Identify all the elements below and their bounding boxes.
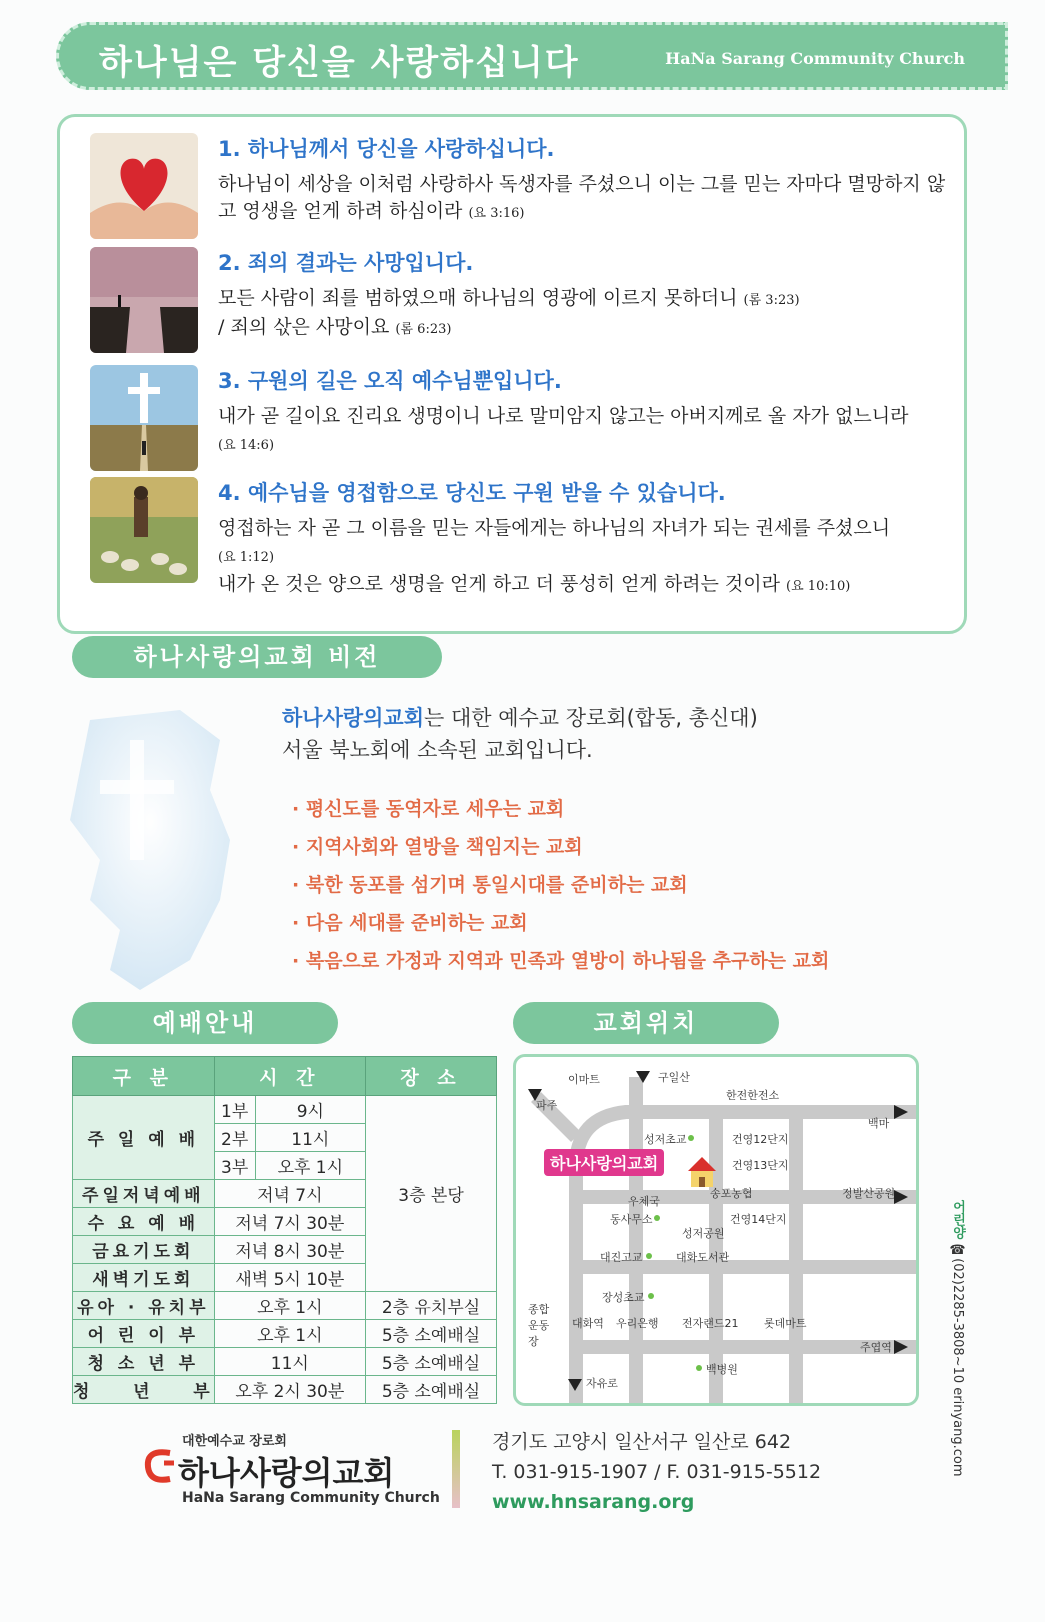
church-name: 하나사랑의교회 [178, 1454, 395, 1492]
table-cell: 유아 · 유치부 [73, 1292, 215, 1320]
list-item: · 다음 세대를 준비하는 교회 [292, 904, 829, 942]
map-label: 이마트 [568, 1073, 600, 1086]
table-cell: 주일저녁예배 [73, 1180, 215, 1208]
church-name-english: HaNa Sarang Community Church [182, 1490, 440, 1506]
map-label: 송포농협 [710, 1187, 753, 1200]
cliff-gap-image [90, 247, 198, 353]
verse-text: 내가 온 것은 양으로 생명을 얻게 하고 더 풍성히 얻게 하려는 것이라 [218, 573, 780, 595]
landmark-dot [688, 1135, 694, 1141]
worship-schedule-table [72, 1056, 497, 1404]
list-item: · 복음으로 가정과 지역과 민족과 열방이 하나됨을 추구하는 교회 [292, 942, 829, 980]
verse-ref: (요 1:12) [218, 550, 275, 565]
table-cell: 오후 1시 [214, 1320, 365, 1348]
map-label: 백병원 [706, 1363, 738, 1376]
vision-list [292, 790, 829, 980]
map-label: 롯데마트 [764, 1317, 807, 1330]
table-cell: 새벽 5시 10분 [214, 1264, 365, 1292]
map-label: 동사무소 [610, 1213, 653, 1226]
map-label: 건영12단지 [732, 1133, 789, 1146]
map-label: 성저공원 [682, 1227, 725, 1240]
table-cell: 청 소 년 부 [73, 1348, 215, 1376]
header-banner [56, 22, 1008, 90]
verse-ref: (요 10:10) [786, 579, 851, 594]
table-row [73, 1348, 497, 1376]
gospel-section [57, 114, 967, 634]
list-item: · 평신도를 동역자로 세우는 교회 [292, 790, 829, 828]
verse-ref: (요 3:16) [468, 206, 525, 221]
shepherd-sheep-image [90, 477, 198, 583]
landmark-dot [646, 1253, 652, 1259]
map-label: 한전한전소 [726, 1089, 780, 1102]
vision-lead-text: 서울 북노회에 소속된 교회입니다. [282, 738, 593, 762]
table-header [73, 1057, 497, 1096]
vision-lead-text: 는 대한 예수교 장로회(합동, 총신대) [424, 706, 758, 730]
cross-path-image [90, 365, 198, 471]
table-cell: 11시 [255, 1124, 365, 1152]
gospel-item-3 [90, 365, 940, 477]
gospel-heading: 1. 하나님께서 당신을 사랑하십니다. [218, 137, 555, 161]
map-label: 건영14단지 [730, 1213, 787, 1226]
map-label: 종합운동장 [528, 1303, 550, 1348]
contact-info [492, 1427, 821, 1517]
list-item: · 지역사회와 열방을 책임지는 교회 [292, 828, 829, 866]
website-link[interactable]: www.hnsarang.org [492, 1491, 695, 1513]
table-cell: 주 일 예 배 [73, 1096, 215, 1180]
table-cell: 3부 [214, 1152, 255, 1180]
map-label: 장성초교 [602, 1291, 645, 1304]
header-category: 구 분 [73, 1057, 215, 1096]
table-row [73, 1376, 497, 1404]
table-cell: 11시 [214, 1348, 365, 1376]
gospel-heading: 2. 죄의 결과는 사망입니다. [218, 251, 474, 275]
verse-ref: (롬 6:23) [395, 322, 452, 337]
landmark-dot [654, 1215, 660, 1221]
gospel-item-1 [90, 133, 946, 245]
table-cell: 금요기도회 [73, 1236, 215, 1264]
map-label: 자유로 [586, 1377, 618, 1390]
divider [452, 1430, 460, 1508]
map-label: 전자랜드21 [682, 1317, 739, 1330]
page-title: 하나님은 당신을 사랑하십니다 [99, 43, 580, 83]
map-label: 주엽역 [860, 1341, 892, 1354]
table-row [73, 1096, 497, 1124]
vision-title: 하나사랑의교회 비전 [72, 636, 442, 678]
map-label: 대화도서관 [676, 1251, 730, 1264]
table-cell: 저녁 8시 30분 [214, 1236, 365, 1264]
map-label: 우리은행 [616, 1317, 659, 1330]
heart-in-hands-image [90, 133, 198, 239]
gospel-heading: 4. 예수님을 영접함으로 당신도 구원 받을 수 있습니다. [218, 481, 726, 505]
phone: T. 031-915-1907 / F. 031-915-5512 [492, 1461, 822, 1483]
table-cell: 오후 1시 [255, 1152, 365, 1180]
table-cell: 새벽기도회 [73, 1264, 215, 1292]
map-label: 대진고교 [600, 1251, 643, 1264]
verse-ref: (요 14:6) [218, 438, 275, 453]
table-cell: 1부 [214, 1096, 255, 1124]
verse-ref: (롬 3:23) [743, 293, 800, 308]
map-label: 성저초교 [644, 1133, 687, 1146]
verse-text: 영접하는 자 곧 그 이름을 믿는 자들에게는 하나님의 자녀가 되는 권세를 주셨으니 [218, 517, 891, 539]
gospel-item-4 [90, 477, 940, 595]
table-cell: 3층 본당 [366, 1096, 497, 1292]
map-label: 대화역 [572, 1317, 604, 1330]
vertical-contact-strip [948, 1200, 967, 1477]
landmark-dot [696, 1365, 702, 1371]
verse-text: / 죄의 삯은 사망이요 [218, 316, 390, 338]
table-cell: 5층 소예배실 [366, 1376, 497, 1404]
gospel-heading: 3. 구원의 길은 오직 예수님뿐입니다. [218, 369, 562, 393]
gospel-verse [218, 171, 948, 227]
list-item: · 북한 동포를 섬기며 통일시대를 준비하는 교회 [292, 866, 829, 904]
korea-map-decoration [20, 700, 270, 1000]
table-cell: 어 린 이 부 [73, 1320, 215, 1348]
verse-text: 하나님이 세상을 이처럼 사랑하사 독생자를 주셨으니 이는 그를 믿는 자마다 멸망하지 않고 영생을 얻게 하려 하심이라 [218, 173, 946, 222]
worship-title: 예배안내 [72, 1002, 338, 1044]
map-label: 백마 [868, 1117, 890, 1130]
table-cell: 오후 2시 30분 [214, 1376, 365, 1404]
header-time: 시 간 [214, 1057, 365, 1096]
denomination: 대한예수교 장로회 [182, 1434, 287, 1449]
verse-text: 내가 곧 길이요 진리요 생명이니 나로 말미암지 않고는 아버지께로 올 자가 없느니라 [218, 405, 909, 427]
vision-lead [282, 702, 922, 766]
church-name-highlight: 하나사랑의교회 [282, 706, 425, 730]
table-cell: 5층 소예배실 [366, 1320, 497, 1348]
map-label: 건영13단지 [732, 1159, 789, 1172]
table-row [73, 1292, 497, 1320]
gospel-verse [218, 515, 948, 600]
table-cell: 2부 [214, 1124, 255, 1152]
sponsor-name: 어린양 [950, 1200, 965, 1239]
table-cell: 오후 1시 [214, 1292, 365, 1320]
map-label: 파주 [536, 1099, 558, 1112]
location-title: 교회위치 [513, 1002, 779, 1044]
table-cell: 2층 유치부실 [366, 1292, 497, 1320]
gospel-item-2 [90, 247, 940, 359]
gospel-verse [218, 403, 948, 459]
table-cell: 저녁 7시 30분 [214, 1208, 365, 1236]
church-location-map [513, 1054, 919, 1406]
map-label: 우체국 [628, 1195, 660, 1208]
map-label: 구일산 [658, 1071, 690, 1084]
map-label: 정발산공원 [842, 1187, 896, 1200]
table-cell: 청 년 부 [73, 1376, 215, 1404]
landmark-dot [648, 1293, 654, 1299]
table-cell: 9시 [255, 1096, 365, 1124]
church-location-label: 하나사랑의교회 [544, 1149, 664, 1176]
sponsor-contact: ☎(02)2285-3808~10 erinyang.com [950, 1243, 965, 1477]
header-place: 장 소 [366, 1057, 497, 1096]
gospel-verse [218, 285, 948, 343]
table-row [73, 1320, 497, 1348]
table-cell: 5층 소예배실 [366, 1348, 497, 1376]
table-cell: 저녁 7시 [214, 1180, 365, 1208]
church-logo-icon [140, 1445, 176, 1487]
address: 경기도 고양시 일산서구 일산로 642 [492, 1431, 792, 1453]
verse-text: 모든 사람이 죄를 범하였으매 하나님의 영광에 이르지 못하더니 [218, 287, 738, 309]
table-cell: 수 요 예 배 [73, 1208, 215, 1236]
church-name-english: HaNa Sarang Community Church [665, 49, 965, 68]
